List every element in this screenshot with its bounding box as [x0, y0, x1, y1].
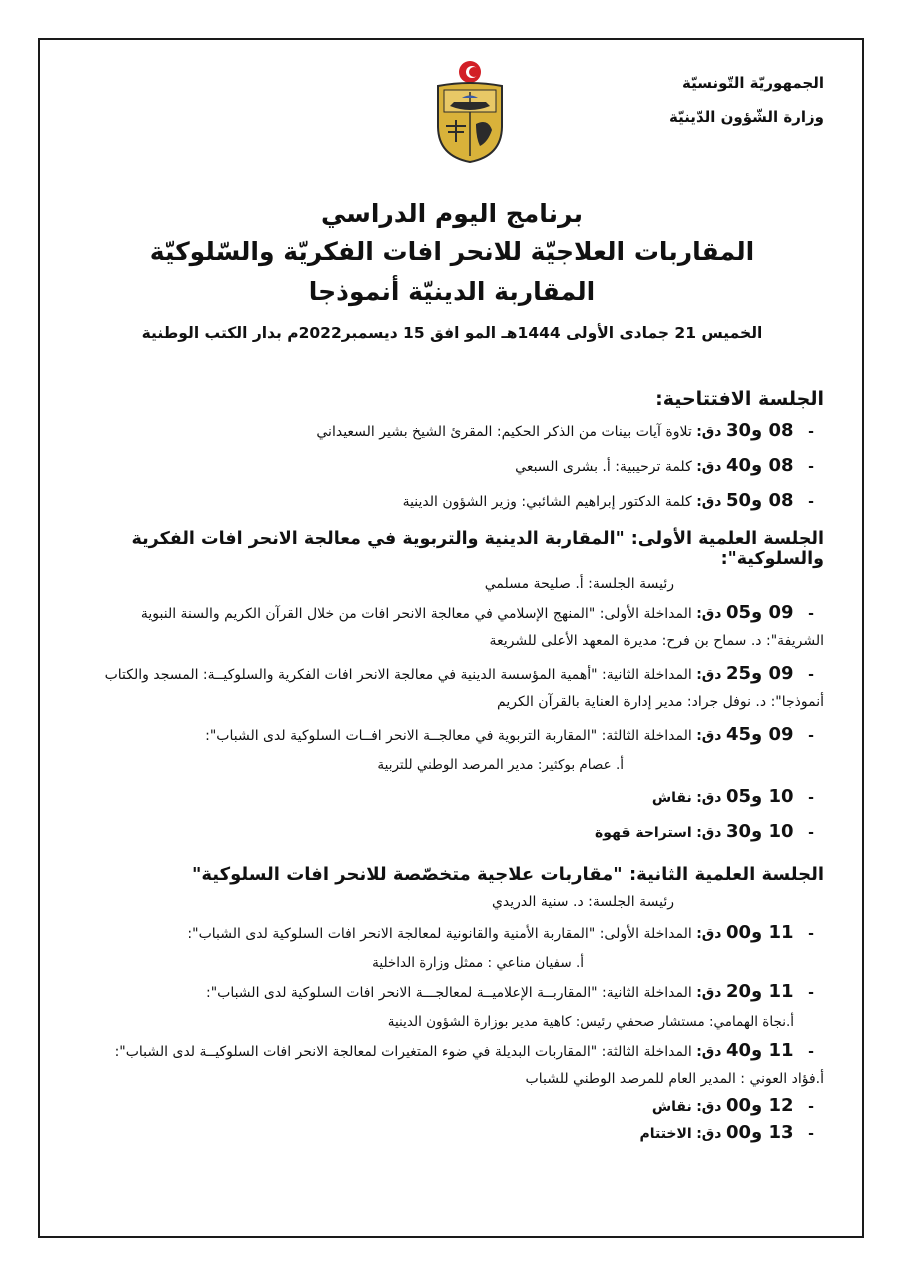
list-item: - 10 و05 دق: نقاش — [651, 786, 814, 807]
list-item: - 09 و45 دق: المداخلة الثالثة: "المقاربة التربوية في معالجــة الانحر افــات السلوكية لدى الشباب": أ. عصام بوكثير: مدير المرصد الوطني للتربية — [96, 721, 824, 780]
list-item: - 08 و30 دق: تلاوة آيات بينات من الذكر الحكيم: المقرئ الشيخ بشير السعيداني — [316, 420, 814, 441]
list-item: - 09 و05 دق: المداخلة الأولى: "المنهج الإسلامي في معالجة الانحر افات من خلال القرآن الكريم والسنة النبوية الشريفة": د. سماح بن فرح: مديرة المعهد الأعلى للشريعة — [140, 602, 824, 649]
list-item: - 09 و25 دق: المداخلة الثانية: "أهمية المؤسسة الدينية في معالجة الانحر افات الفكرية والسلوكيــة: المسجد والكتاب أنموذجا": د. نوفل جراد: مدير إدارة العناية بالقرآن الكريم — [104, 663, 824, 710]
list-item: - 11 و00 دق: المداخلة الأولى: "المقاربة الأمنية والقانونية لمعالجة الانحر افات السلوكية لدى الشباب": أ. سفيان مناعي : ممثل وزارة الداخلية — [96, 919, 824, 978]
program-theme: المقاربة الدينيّة أنموذجا — [308, 277, 596, 306]
session2-title: الجلسة العلمية الثانية: "مقاربات علاجية متخصّصة للانحر افات السلوكية" — [191, 864, 824, 885]
list-item: - 12 و00 دق: نقاش — [651, 1095, 814, 1116]
session2-items — [96, 919, 824, 1147]
date-line: الخميس 21 جمادى الأولى 1444هـ المو افق 15 ديسمبر2022م بدار الكتب الوطنية — [141, 324, 763, 342]
program-content — [96, 388, 824, 1147]
country-name: الجمهوريّة التّونسيّة — [682, 74, 824, 92]
speaker: أ.نجاة الهمامي: مستشار صحفي رئيس: كاهية مدير بوزارة الشؤون الدينية — [387, 1014, 794, 1030]
list-item: - 11 و20 دق: المداخلة الثانية: "المقاربــة الإعلاميــة لمعالجـــة الانحر افات السلوكية لدى الشباب": أ.نجاة الهمامي: مستشار صحفي رئيس: كاهية مدير بوزارة الشؤون الدينية — [96, 978, 824, 1037]
ministry-name: وزارة الشّؤون الدّينيّة — [668, 108, 824, 126]
emblem-crescent-cut — [469, 67, 479, 77]
list-item: - 13 و00 دق: الاختتام — [639, 1122, 814, 1143]
list-item: - 08 و40 دق: كلمة ترحيبية: أ. بشرى السبعي — [515, 455, 814, 476]
opening-items — [96, 414, 824, 519]
title-block — [0, 196, 904, 312]
session2-chair: رئيسة الجلسة: د. سنية الدريدي — [491, 894, 674, 910]
speaker: أ. سفيان مناعي : ممثل وزارة الداخلية — [372, 955, 584, 971]
list-item: - 10 و30 دق: استراحة قهوة — [595, 821, 814, 842]
list-item: - 08 و50 دق: كلمة الدكتور إبراهيم الشائبي: وزير الشؤون الدينية — [402, 490, 814, 511]
program-title: برنامج اليوم الدراسي — [320, 199, 583, 228]
tunisia-emblem — [432, 60, 508, 164]
speaker: أ. عصام بوكثير: مدير المرصد الوطني للتربية — [377, 757, 624, 773]
program-subtitle: المقاربات العلاجيّة للانحر افات الفكريّة والسّلوكيّة — [149, 237, 755, 266]
opening-session-title: الجلسة الافتتاحية: — [655, 388, 824, 410]
session1-items — [96, 599, 824, 850]
list-item: - 11 و40 دق: المداخلة الثالثة: "المقاربات البديلة في ضوء المتغيرات لمعالجة الانحر افات السلوكيــة لدى الشباب": أ.فؤاد العوني : المدير العام للمرصد الوطني للشباب — [114, 1040, 824, 1087]
session1-title: الجلسة العلمية الأولى: "المقاربة الدينية والتربوية في معالجة الانحر افات الفكرية والسلوكية": — [131, 529, 824, 569]
header-block — [669, 66, 824, 134]
session1-chair: رئيسة الجلسة: أ. صليحة مسلمي — [484, 576, 674, 592]
